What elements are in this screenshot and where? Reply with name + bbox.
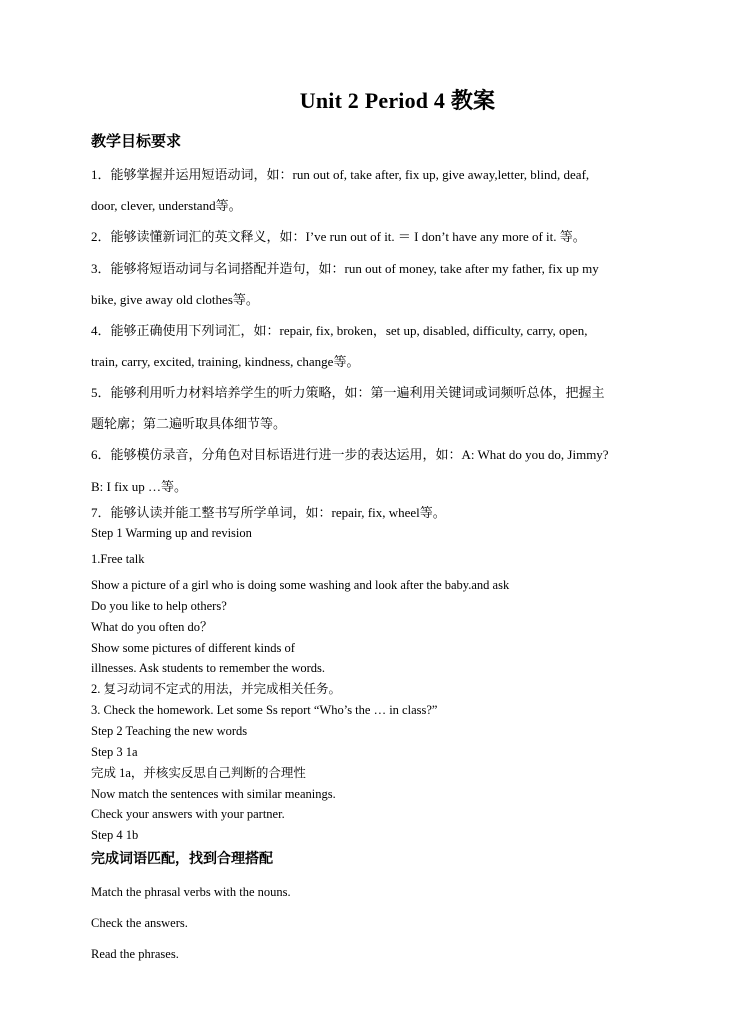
body-line: Read the phrases. xyxy=(91,947,179,961)
body-line: Show a picture of a girl who is doing some washing and look after the baby.and ask xyxy=(91,578,510,592)
objective-line: 7．能够认读并能工整书写所学单词，如：repair, fix, wheel等。 xyxy=(91,505,446,520)
document-title: Unit 2 Period 4 教案 xyxy=(299,88,496,113)
objective-line: train, carry, excited, training, kindness, change等。 xyxy=(91,354,360,369)
body-line: 1.Free talk xyxy=(91,552,145,566)
body-line: Check your answers with your partner. xyxy=(91,807,285,821)
objective-line: 5．能够利用听力材料培养学生的听力策略，如：第一遍利用关键词或词频听总体，把握主 xyxy=(91,385,605,400)
step-heading: Step 4 1b xyxy=(91,828,139,842)
objective-line: 2．能够读懂新词汇的英文释义，如：I’ve run out of it. ＝ I don’t have any more of it. 等。 xyxy=(91,229,586,244)
objective-line: B: I fix up …等。 xyxy=(91,479,188,494)
body-line: 完成 1a，并核实反思自己判断的合理性 xyxy=(91,766,306,780)
step-heading: Step 3 1a xyxy=(91,745,138,759)
body-line: Now match the sentences with similar meanings. xyxy=(91,787,336,801)
body-line: 3. Check the homework. Let some Ss report “Who’s the … in class?” xyxy=(91,703,438,717)
section-heading: 教学目标要求 xyxy=(91,134,182,150)
objective-line: 题轮廓；第二遍听取具体细节等。 xyxy=(91,416,287,431)
objective-line: door, clever, understand等。 xyxy=(91,198,242,213)
step-heading: Step 1 Warming up and revision xyxy=(91,526,252,540)
objective-line: 3．能够将短语动词与名词搭配并造句，如：run out of money, take after my father, fix up my xyxy=(91,261,599,276)
body-line: illnesses. Ask students to remember the words. xyxy=(91,661,325,675)
objective-line: 4．能够正确使用下列词汇，如：repair, fix, broken，set up, disabled, difficulty, carry, open, xyxy=(91,323,588,338)
body-line: Do you like to help others? xyxy=(91,599,227,613)
body-line: Match the phrasal verbs with the nouns. xyxy=(91,885,291,899)
activity-heading: 完成词语匹配，找到合理搭配 xyxy=(91,852,273,867)
objective-line: bike, give away old clothes等。 xyxy=(91,292,259,307)
objective-line: 1．能够掌握并运用短语动词，如：run out of, take after, fix up, give away,letter, blind, deaf, xyxy=(91,167,590,182)
body-line: Check the answers. xyxy=(91,916,188,930)
body-line: What do you often do？ xyxy=(91,620,213,634)
step-heading: Step 2 Teaching the new words xyxy=(91,724,248,738)
body-line: Show some pictures of different kinds of xyxy=(91,641,295,655)
body-line: 2. 复习动词不定式的用法，并完成相关任务。 xyxy=(91,682,342,696)
objective-line: 6．能够模仿录音，分角色对目标语进行进一步的表达运用，如：A: What do you do, Jimmy? xyxy=(91,447,609,462)
